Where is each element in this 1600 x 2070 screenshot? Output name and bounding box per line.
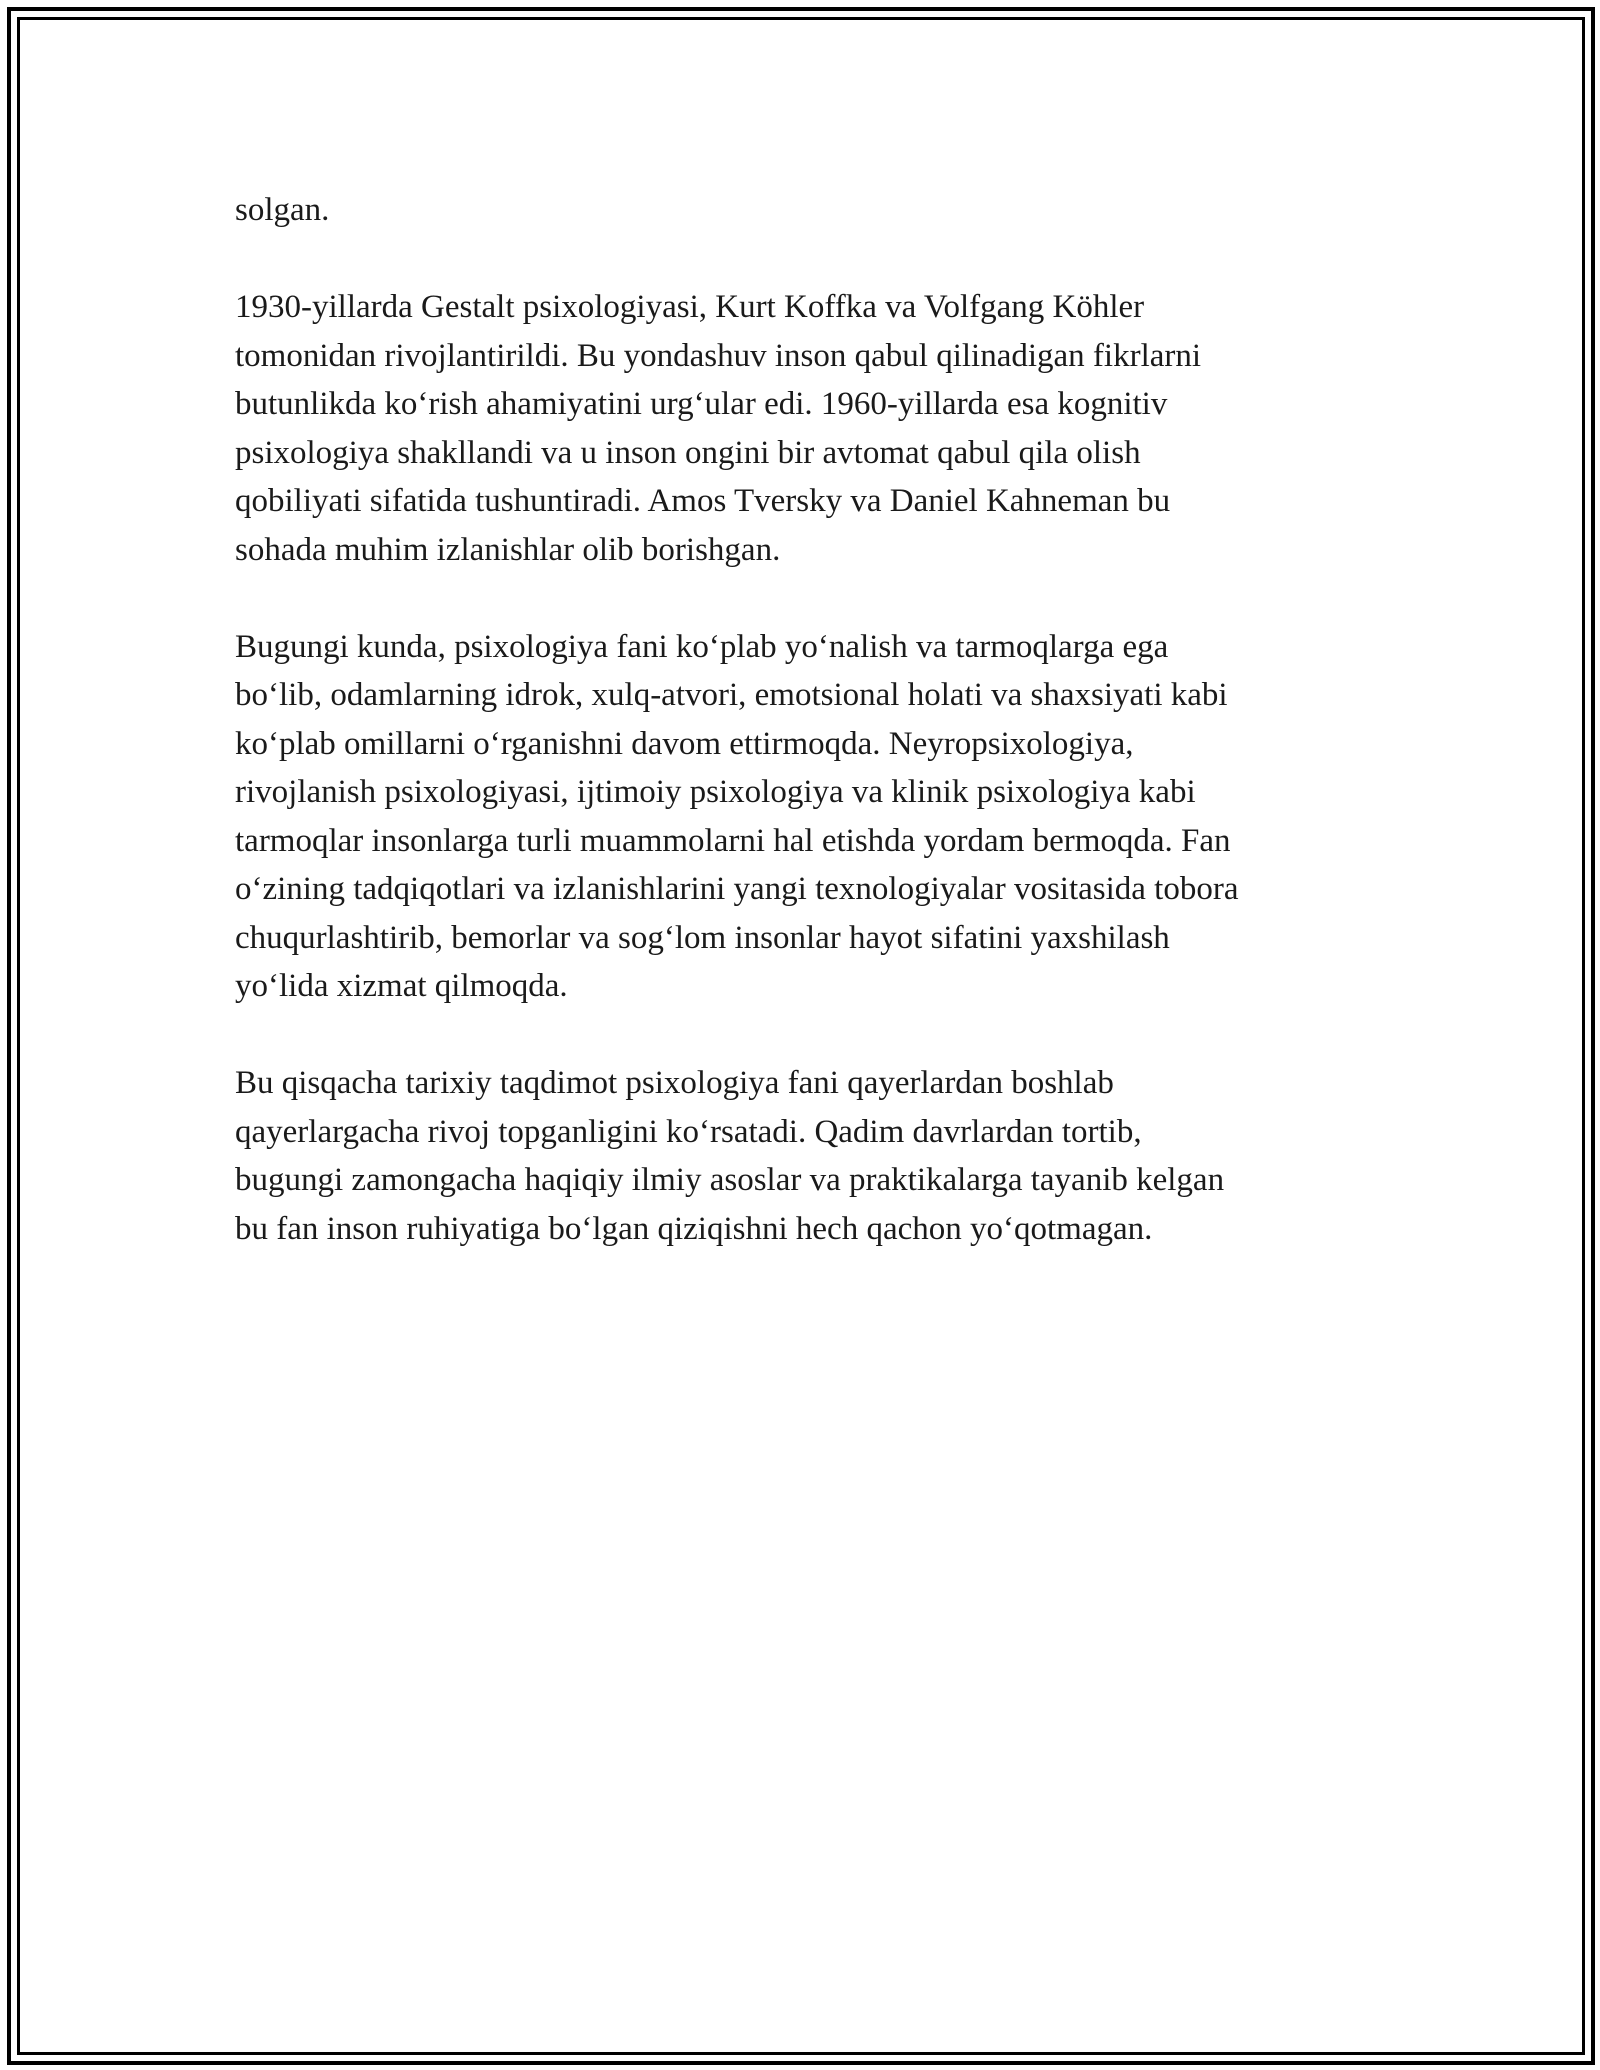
paragraph-summary: Bu qisqacha tarixiy taqdimot psixologiya fani qayerlardan boshlab qayerlargacha rivoj topganligini ko‘rsatadi. Qadim davrlardan tortib, bugungi zamongacha haqiqiy ilmiy asoslar va praktikalarga tayanib kelgan bu fan inson ruhiyatiga bo‘lgan qiziqishni hech qachon yo‘qotmagan. <box>235 1065 1225 1247</box>
paragraph-modern-psychology: Bugungi kunda, psixologiya fani ko‘plab yo‘nalish va tarmoqlarga ega bo‘lib, odamlarning idrok, xulq-atvori, emotsional holati va shaxsiyati kabi ko‘plab omillarni o‘rganishni davom ettirmoqda. Neyropsixologiya, rivojlanish psixologiyasi, ijtimoiy psixologiya va klinik psixologiya kabi tarmoqlar insonlarga turli muammolarni hal etishda yordam bermoqda. Fan o‘zining tadqiqotlari va izlanishlarini yangi texnologiyalar vositasida tobora chuqurlashtirib, bemorlar va sog‘lom insonlar hayot sifatini yaxshilash yo‘lida xizmat qilmoqda. <box>235 628 1239 1004</box>
paragraph-gestalt-cognitive: 1930-yillarda Gestalt psixologiyasi, Kurt Koffka va Volfgang Köhler tomonidan rivojlantirildi. Bu yondashuv inson qabul qilinadigan fikrlarni butunlikda ko‘rish ahamiyatini urg‘ular edi. 1960-yillarda esa kognitiv psixologiya shakllandi va u inson ongini bir avtomat qabul qila olish qobiliyati sifatida tushuntiradi. Amos Tversky va Daniel Kahneman bu sohada muhim izlanishlar olib borishgan. <box>235 289 1202 568</box>
document-body <box>235 186 1365 1302</box>
paragraph-continuation: solgan. <box>235 192 330 228</box>
